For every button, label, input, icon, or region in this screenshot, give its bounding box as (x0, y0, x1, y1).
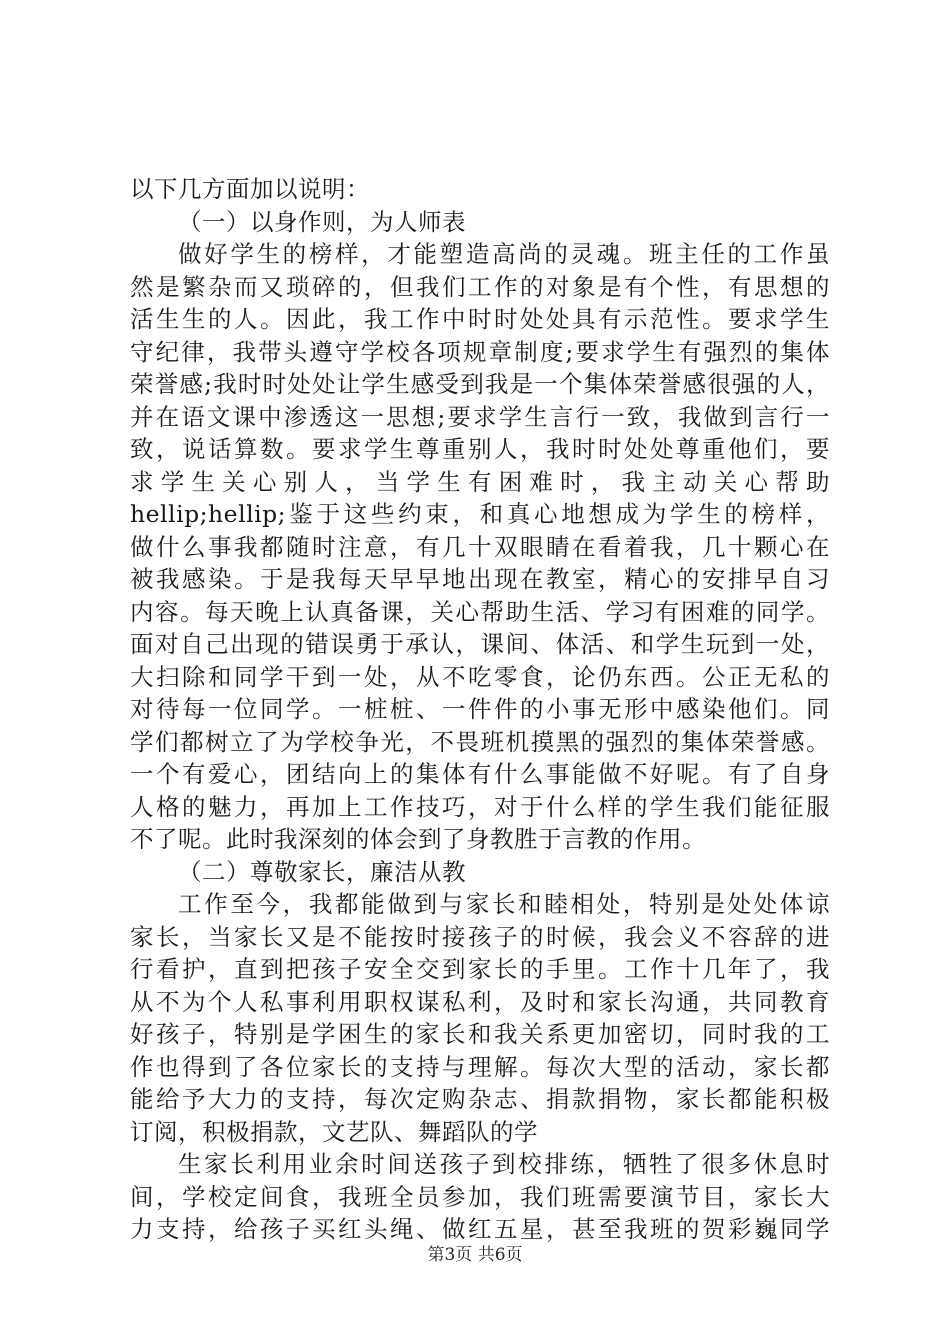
text-line: 人格的魅力，再加上工作技巧，对于什么样的学生我们能征服 (130, 792, 830, 821)
text-line: 大扫除和同学干到一处，从不吃零食，论仍东西。公正无私的 (130, 662, 830, 691)
text-line: 家长，当家长又是不能按时接孩子的时候，我会义不容辞的进 (130, 922, 830, 951)
text-line: 学们都树立了为学校争光，不畏班机摸黑的强烈的集体荣誉感。 (130, 727, 830, 756)
text-line: 从不为个人私事利用职权谋私利，及时和家长沟通，共同教育 (130, 987, 830, 1016)
text-line: 内容。每天晚上认真备课，关心帮助生活、学习有困难的同学。 (130, 597, 830, 626)
text-line: 活生生的人。因此，我工作中时时处处具有示范性。要求学生 (130, 305, 830, 333)
text-line: 不了呢。此时我深刻的体会到了身教胜于言教的作用。 (130, 825, 706, 853)
section-heading: （二）尊敬家长，廉洁从教 (178, 857, 466, 886)
text-line: 做好学生的榜样，才能塑造高尚的灵魂。班主任的工作虽 (178, 240, 830, 268)
text-line: 工作至今，我都能做到与家长和睦相处，特别是处处体谅 (178, 890, 830, 918)
text-line: 荣誉感;我时时处处让学生感受到我是一个集体荣誉感很强的人， (130, 370, 830, 398)
text-line: 守纪律，我带头遵守学校各项规章制度;要求学生有强烈的集体 (130, 337, 830, 366)
text-line: 致，说话算数。要求学生尊重别人，我时时处处尊重他们，要 (130, 435, 830, 463)
text-line: 然是繁杂而又琐碎的，但我们工作的对象是有个性，有思想的 (130, 272, 830, 301)
text-line: 被我感染。于是我每天早早地出现在教室，精心的安排早自习 (130, 565, 830, 593)
page-number-footer: 第3页 共6页 (427, 1245, 523, 1265)
text-line: 面对自己出现的错误勇于承认，课间、体活、和学生玩到一处， (130, 630, 830, 658)
text-line: 行看护，直到把孩子安全交到家长的手里。工作十几年了，我 (130, 955, 830, 983)
text-line: 生家长利用业余时间送孩子到校排练，牺牲了很多休息时 (178, 1150, 830, 1178)
text-line: 并在语文课中渗透这一思想;要求学生言行一致，我做到言行一 (130, 402, 830, 431)
text-line: 一个有爱心，团结向上的集体有什么事能做不好呢。有了自身 (130, 760, 830, 788)
text-line: 以下几方面加以说明： (130, 175, 370, 203)
document-body (130, 173, 830, 1246)
text-line: 间，学校定间食，我班全员参加，我们班需要演节目，家长大 (130, 1182, 830, 1211)
section-heading: （一）以身作则，为人师表 (178, 207, 466, 236)
text-line: 对待每一位同学。一桩桩、一件件的小事无形中感染他们。同 (130, 695, 830, 723)
text-line: 求学生关心别人，当学生有困难时，我主动关心帮助 (130, 467, 830, 496)
text-line: 能给予大力的支持，每次定购杂志、捐款捐物，家长都能积极 (130, 1085, 830, 1113)
text-line: 作也得到了各位家长的支持与理解。每次大型的活动，家长都 (130, 1052, 830, 1081)
text-line: 做什么事我都随时注意，有几十双眼睛在看着我，几十颗心在 (130, 532, 830, 561)
text-line: 力支持，给孩子买红头绳、做红五星，甚至我班的贺彩巍同学 (130, 1215, 830, 1243)
text-line: 订阅，积极捐款，文艺队、舞蹈队的学 (130, 1117, 538, 1146)
text-line: hellip;hellip;鉴于这些约束，和真心地想成为学生的榜样， (130, 500, 830, 528)
text-line: 好孩子，特别是学困生的家长和我关系更加密切，同时我的工 (130, 1020, 830, 1048)
